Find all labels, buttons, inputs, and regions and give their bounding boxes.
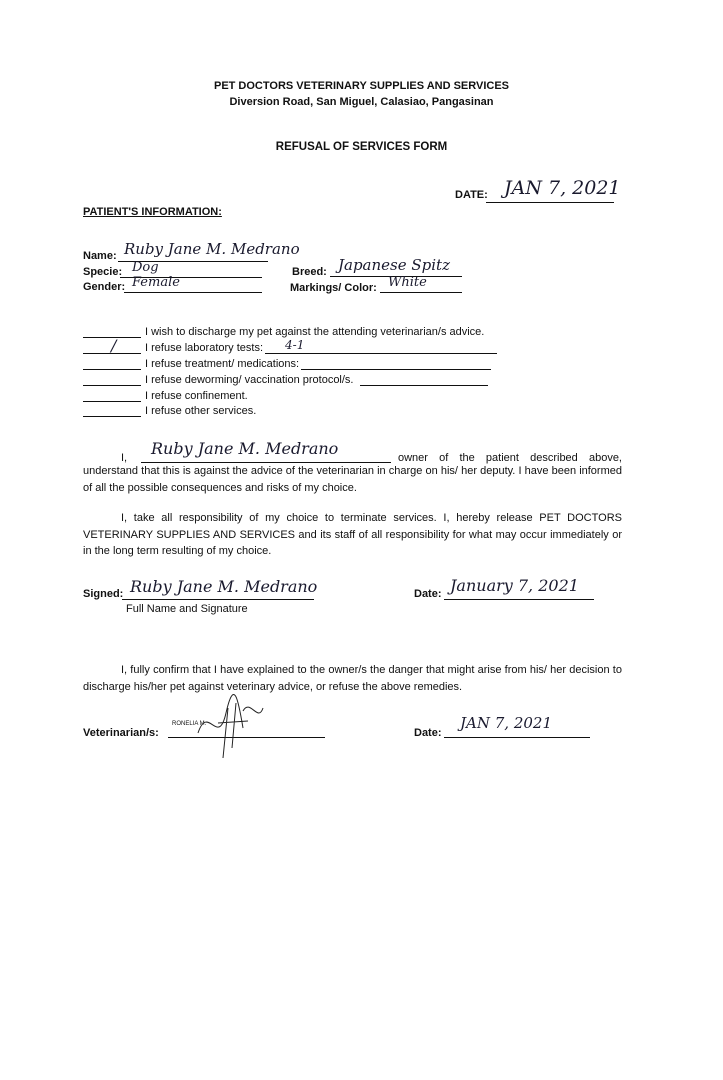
vet-label: Veterinarian/s: — [83, 727, 159, 739]
option-text: I wish to discharge my pet against the attending veterinarian/s advice. — [145, 326, 485, 338]
option-row-treatment[interactable] — [83, 356, 491, 370]
option-row-other[interactable] — [83, 403, 256, 417]
top-date-value: JAN 7, 2021 — [504, 177, 621, 199]
company-name: PET DOCTORS VETERINARY SUPPLIES AND SERVICES — [213, 80, 510, 92]
option-text: I refuse treatment/ medications: — [145, 358, 300, 370]
option-row-confinement[interactable] — [83, 388, 248, 402]
option-checkbox[interactable] — [83, 357, 141, 370]
option-fill-field[interactable] — [301, 357, 491, 370]
option-text: I refuse other services. — [145, 405, 257, 417]
option-checkbox[interactable] — [83, 389, 141, 402]
statement-line1-rest: owner of the patient described above, — [398, 452, 622, 464]
gender-field[interactable] — [124, 275, 262, 293]
option-text: I refuse laboratory tests: — [145, 342, 263, 354]
signed-value: Ruby Jane M. Medrano — [130, 577, 318, 596]
option-text: I refuse confinement. — [145, 390, 248, 402]
gender-value: Female — [132, 275, 180, 290]
signed-date-field[interactable] — [444, 576, 594, 600]
breed-value: Japanese Spitz — [338, 256, 450, 274]
signed-field[interactable] — [122, 577, 318, 600]
top-date-label: DATE: — [455, 189, 488, 201]
vet-date-field[interactable] — [444, 714, 590, 738]
signed-caption: Full Name and Signature — [126, 603, 248, 615]
responsibility-paragraph: I, take all responsibility of my choice to terminate services. I, hereby release PET DOCTORS VETERINARY SUPPLIES AND SERVICES and its staff of all responsibility for what may occur immediately or in the long term resulting of my choice. — [83, 512, 622, 557]
signed-label: Signed: — [83, 588, 124, 600]
owner-name-value: Ruby Jane M. Medrano — [151, 439, 339, 458]
option-checkbox[interactable] — [83, 404, 141, 417]
signed-date-label: Date: — [414, 588, 442, 600]
name-label: Name: — [83, 250, 117, 262]
confirm-paragraph: I, fully confirm that I have explained to the owner/s the danger that might arise from his/ her decision to discharge his/her pet against veterinary advice, or refuse the above remedies. — [83, 664, 622, 693]
option-row-discharge[interactable] — [83, 324, 484, 338]
gender-label: Gender: — [83, 281, 126, 293]
specie-label: Specie: — [83, 266, 123, 278]
vet-signature-scribble-icon — [188, 693, 268, 763]
company-address: Diversion Road, San Miguel, Calasiao, Pangasinan — [229, 96, 494, 108]
vet-signature-field[interactable] — [168, 723, 325, 738]
markings-field[interactable] — [380, 275, 462, 293]
owner-name-field[interactable] — [141, 439, 391, 463]
vet-stamp: RONELIA M. — [172, 721, 207, 727]
top-date-field[interactable] — [486, 177, 621, 203]
name-value: Ruby Jane M. Medrano — [124, 240, 300, 258]
breed-label: Breed: — [292, 266, 327, 278]
option-fill-field[interactable] — [265, 338, 497, 354]
check-mark: / — [111, 336, 117, 355]
specie-value: Dog — [132, 260, 159, 275]
signed-date-value: January 7, 2021 — [450, 576, 579, 595]
option-text: I refuse deworming/ vaccination protocol/s. — [145, 374, 354, 386]
option-row-deworming[interactable] — [83, 372, 488, 386]
option-fill-value: 4-1 — [285, 338, 305, 352]
statement-paragraph: understand that this is against the advice of the veterinarian in charge on his/ her deputy. I have been informed of all the possible consequences and risks of my choice. — [83, 465, 622, 494]
vet-date-value: JAN 7, 2021 — [460, 714, 552, 732]
vet-date-label: Date: — [414, 727, 442, 739]
markings-value: White — [388, 275, 427, 290]
statement-i: I, — [121, 452, 128, 464]
option-checkbox[interactable] — [83, 373, 141, 386]
patient-section-title: PATIENT'S INFORMATION: — [83, 206, 222, 218]
option-checkbox[interactable] — [83, 336, 141, 355]
option-fill-field[interactable] — [360, 373, 488, 386]
option-row-laboratory[interactable] — [83, 336, 497, 355]
markings-label: Markings/ Color: — [290, 282, 377, 294]
form-title: REFUSAL OF SERVICES FORM — [275, 141, 448, 153]
